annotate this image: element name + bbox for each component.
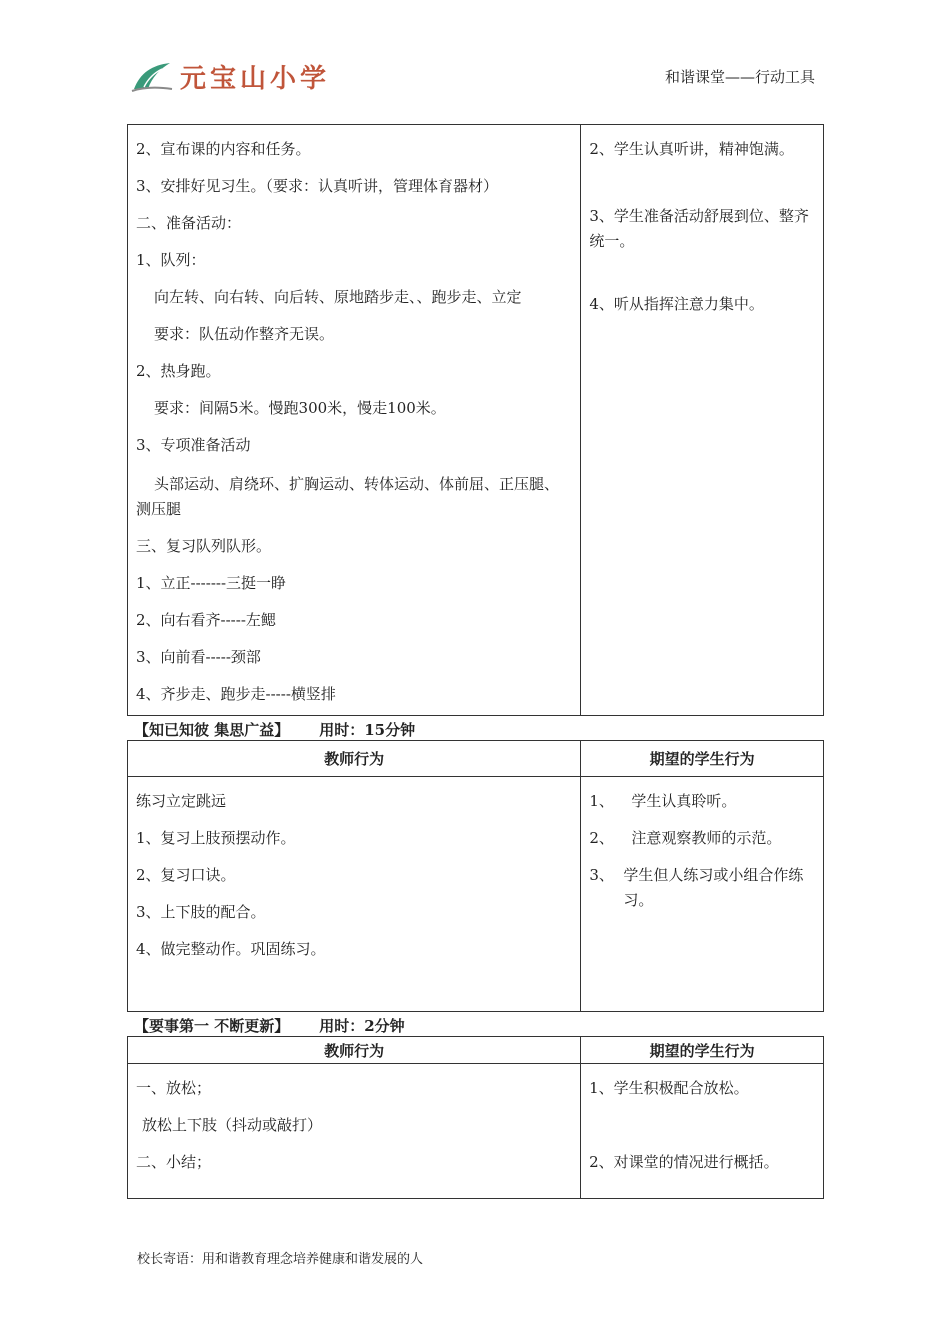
- teacher-column: [128, 125, 581, 716]
- text-line: 要求：间隔5米。慢跑300米，慢走100米。: [154, 399, 446, 417]
- text-line: 3、专项准备活动: [136, 436, 251, 454]
- leaf-logo-icon: [130, 59, 174, 93]
- relax-table: [127, 1036, 824, 1199]
- school-name: 元宝山小学: [180, 63, 331, 94]
- text-line: 1、立正-------三挺一睁: [136, 574, 287, 592]
- text-line: 头部运动、肩绕环、扩胸运动、转体运动、体前屈、正压腿、测压腿: [136, 475, 560, 518]
- student-column-header: 期望的学生行为: [581, 1037, 824, 1064]
- student-column: [581, 125, 824, 716]
- text-line: 放松上下肢（抖动或敲打）: [142, 1116, 323, 1134]
- text-line: 4、齐步走、跑步走-----横竖排: [136, 685, 336, 703]
- teacher-column: [128, 777, 581, 1012]
- text-line: 1、队列：: [136, 251, 206, 269]
- teacher-column-header: 教师行为: [128, 1037, 581, 1064]
- text-line: 2、复习口诀。: [136, 866, 236, 884]
- text-line: 3、安排好见习生。（要求：认真听讲，管理体育器材）: [136, 177, 499, 195]
- section-time: 用时：15分钟: [319, 721, 416, 739]
- text-line: 要求：队伍动作整齐无误。: [154, 325, 335, 343]
- section-heading: [134, 719, 415, 740]
- header-title: 和谐课堂——行动工具: [664, 68, 815, 86]
- student-column: [581, 777, 824, 1012]
- section-heading: [134, 1015, 405, 1036]
- text-line: 2、对课堂的情况进行概括。: [589, 1153, 779, 1171]
- text-line: 二、小结；: [136, 1153, 212, 1171]
- item-number: 1、: [589, 792, 614, 810]
- footer-motto: 校长寄语：用和谐教育理念培养健康和谐发展的人: [137, 1252, 424, 1267]
- teacher-column-header: 教师行为: [128, 741, 581, 777]
- text-line: 1、复习上肢预摆动作。: [136, 829, 296, 847]
- section-title: 【要事第一 不断更新】: [134, 1017, 290, 1035]
- item-text: 注意观察教师的示范。: [631, 829, 782, 847]
- text-line: 一、放松；: [136, 1079, 212, 1097]
- teacher-column: [128, 1064, 581, 1199]
- item-text: 学生认真聆听。: [631, 792, 737, 810]
- text-line: 3、向前看-----颈部: [136, 648, 261, 666]
- item-number: 3、: [589, 866, 614, 884]
- text-line: 2、热身跑。: [136, 362, 221, 380]
- text-line: 3、上下肢的配合。: [136, 903, 266, 921]
- school-logo: [130, 58, 330, 94]
- list-item: [581, 826, 823, 851]
- item-number: 2、: [589, 829, 614, 847]
- text-line: 三、复习队列队形。: [136, 537, 272, 555]
- list-item: [581, 863, 823, 913]
- section-time: 用时：2分钟: [319, 1017, 405, 1035]
- student-column: [581, 1064, 824, 1199]
- list-item: [581, 789, 823, 814]
- item-text: 学生但人练习或小组合作练习。: [623, 866, 804, 909]
- text-line: 3、学生准备活动舒展到位、整齐统一。: [589, 207, 809, 250]
- text-line: 2、宣布课的内容和任务。: [136, 140, 311, 158]
- text-line: 二、准备活动：: [136, 214, 242, 232]
- text-line: 练习立定跳远: [136, 792, 227, 810]
- text-line: 4、做完整动作。巩固练习。: [136, 940, 326, 958]
- text-line: 2、学生认真听讲，精神饱满。: [589, 140, 794, 158]
- prep-activity-table: [127, 124, 824, 716]
- section-title: 【知已知彼 集思广益】: [134, 721, 290, 739]
- text-line: 向左转、向右转、向后转、原地踏步走、、跑步走、立定: [154, 288, 522, 306]
- text-line: 4、听从指挥注意力集中。: [589, 295, 764, 313]
- text-line: 1、学生积极配合放松。: [589, 1079, 749, 1097]
- text-line: 2、向右看齐-----左鳃: [136, 611, 276, 629]
- student-column-header: 期望的学生行为: [581, 741, 824, 777]
- practice-table: [127, 740, 824, 1012]
